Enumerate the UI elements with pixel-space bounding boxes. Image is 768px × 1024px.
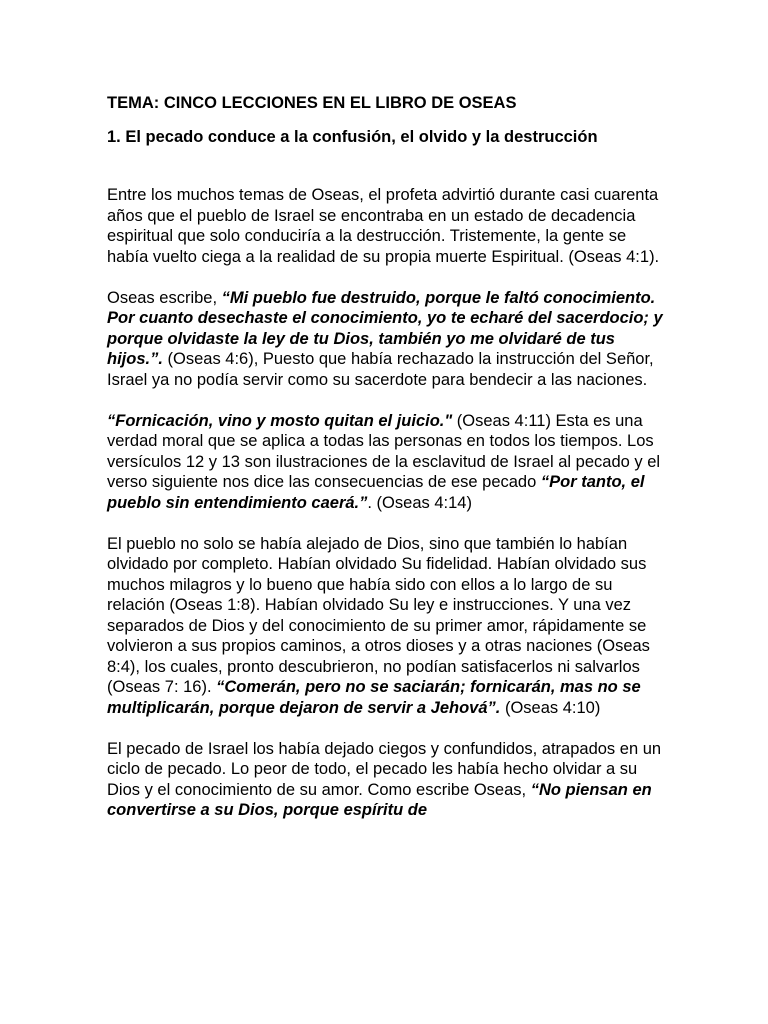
paragraph-text: Entre los muchos temas de Oseas, el profeta advirtió durante casi cuarenta años que el pueblo de Israel se encontraba en un estado de decadencia espiritual que solo conduciría a la destrucción. Tristemente, la gente se había vuelto ciega a la realidad de su propia muerte Espiritual. (Oseas 4:1). xyxy=(107,186,660,266)
paragraph-oseas-4-6 xyxy=(107,288,667,391)
paragraph-intro xyxy=(107,185,667,267)
paragraph-text: (Oseas 4:11) Esta es una verdad moral que se aplica a todas las personas en todos los tiempos. Los versículos 12 y 13 son ilustraciones de la esclavitud de Israel al pecado y el verso siguiente nos dice las consecuencias de ese pecado xyxy=(107,411,661,491)
scripture-quote: “Fornicación, vino y mosto quitan el juicio." xyxy=(107,411,453,430)
scripture-quote: “No piensan en convertirse a su Dios, porque espíritu de xyxy=(107,780,652,819)
paragraph-text: (Oseas 4:10) xyxy=(500,698,601,717)
document-body xyxy=(107,185,667,821)
paragraph-oseas-4-11 xyxy=(107,411,667,514)
paragraph-text: Oseas escribe, xyxy=(107,288,222,307)
document-title: TEMA: CINCO LECCIONES EN EL LIBRO DE OSEAS xyxy=(107,94,517,112)
document-page xyxy=(107,93,667,841)
scripture-quote: “Mi pueblo fue destruido, porque le faltó conocimiento. Por cuanto desechaste el conocimiento, yo te echaré del sacerdocio; y porque olvidaste la ley de tu Dios, también yo me olvidaré de tus hijos.”. xyxy=(107,288,663,368)
scripture-quote: “Por tanto, el pueblo sin entendimiento caerá.” xyxy=(107,473,645,512)
paragraph-text: El pueblo no solo se había alejado de Dios, sino que también lo habían olvidado por completo. Habían olvidado Su fidelidad. Habían olvidado sus muchos milagros y lo bueno que había sido con ellos a lo largo de su relación (Oseas 1:8). Habían olvidado Su ley e instrucciones. Y una vez separados de Dios y del conocimiento de su primer amor, rápidamente se volvieron a sus propios caminos, a otros dioses y a otras naciones (Oseas 8:4), los cuales, pronto descubrieron, no podían satisfacerlos ni salvarlos (Oseas 7: 16). xyxy=(107,534,650,696)
paragraph-text: . (Oseas 4:14) xyxy=(367,493,472,512)
scripture-quote: “Comerán, pero no se saciarán; fornicarán, mas no se multiplicarán, porque dejaron de servir a Jehová”. xyxy=(107,678,641,717)
paragraph-text: El pecado de Israel los había dejado ciegos y confundidos, atrapados en un ciclo de pecado. Lo peor de todo, el pecado les había hecho olvidar a su Dios y el conocimiento de su amor. Como escribe Oseas, xyxy=(107,739,662,799)
paragraph-blind-confused xyxy=(107,739,667,821)
section-heading: 1. El pecado conduce a la confusión, el olvido y la destrucción xyxy=(107,128,598,146)
paragraph-text: (Oseas 4:6), Puesto que había rechazado la instrucción del Señor, Israel ya no podía servir como su sacerdote para bendecir a las naciones. xyxy=(107,350,654,389)
paragraph-forgotten-god xyxy=(107,534,667,719)
